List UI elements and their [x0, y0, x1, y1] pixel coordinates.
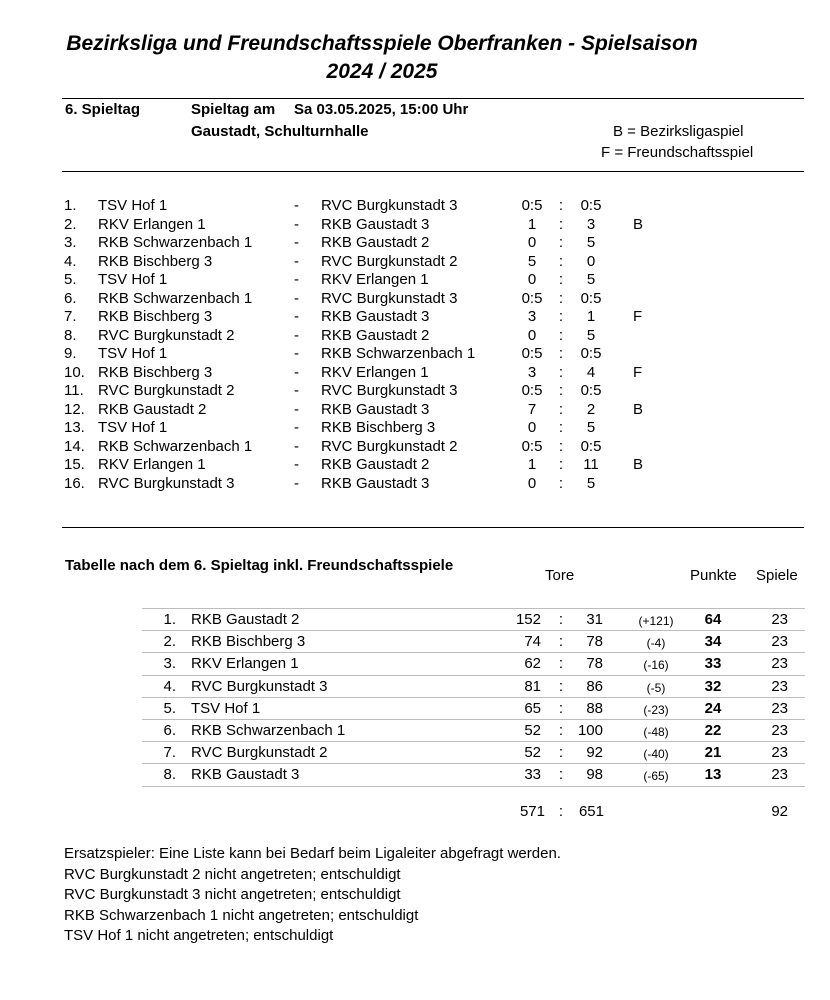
match-away-score: 5 [586, 419, 596, 436]
match-number: 13. [64, 419, 85, 436]
match-away-score: 3 [586, 215, 596, 233]
match-away-score: 1 [586, 308, 596, 325]
match-separator: - [294, 271, 299, 288]
match-score-colon: : [558, 419, 564, 436]
match-home-team: RKV Erlangen 1 [98, 215, 206, 233]
standings-goals-for: 62 [524, 655, 541, 673]
match-home-score: 0 [527, 419, 537, 436]
total-goals-against: 651 [578, 803, 604, 820]
match-away-team: RKB Gaustadt 2 [321, 234, 430, 251]
match-away-team: RKB Gaustadt 3 [321, 308, 430, 325]
standings-goal-diff: (-4) [646, 636, 666, 651]
match-separator: - [294, 215, 299, 233]
match-away-score: 0:5 [580, 289, 602, 307]
match-away-score: 5 [586, 474, 596, 492]
match-away-score: 0:5 [580, 382, 602, 399]
match-away-score: 5 [586, 234, 596, 251]
match-number: 12. [64, 400, 85, 418]
standings-goals-for: 81 [524, 677, 541, 695]
match-home-team: RKV Erlangen 1 [98, 456, 206, 473]
venue: Gaustadt, Schulturnhalle [191, 123, 369, 140]
match-number: 16. [64, 474, 85, 492]
standings-goals-against: 86 [586, 677, 603, 695]
match-number: 8. [64, 326, 77, 344]
match-away-team: RKB Bischberg 3 [321, 419, 436, 436]
matchday-date: Sa 03.05.2025, 15:00 Uhr [294, 101, 469, 118]
match-score-colon: : [558, 437, 564, 455]
standings-goals-for: 74 [524, 633, 541, 651]
match-number: 6. [64, 289, 77, 307]
standings-goal-diff: (-40) [643, 747, 669, 762]
match-home-score: 1 [527, 456, 537, 473]
standings-games: 23 [771, 655, 788, 673]
match-home-team: RKB Schwarzenbach 1 [98, 234, 253, 251]
match-away-team: RKV Erlangen 1 [321, 363, 429, 381]
match-separator: - [294, 363, 299, 381]
standings-goals-colon: : [558, 655, 564, 673]
match-score-colon: : [558, 474, 564, 492]
match-away-team: RKB Schwarzenbach 1 [321, 345, 476, 362]
standings-goals-against: 78 [586, 633, 603, 651]
total-games: 92 [771, 803, 788, 820]
match-home-score: 0:5 [521, 437, 543, 455]
match-home-score: 0:5 [521, 289, 543, 307]
match-score-colon: : [558, 252, 564, 270]
standings-team: RKV Erlangen 1 [191, 655, 299, 673]
standings-points: 34 [704, 633, 722, 651]
match-type: F [633, 308, 643, 325]
table-row-divider [142, 630, 805, 631]
match-separator: - [294, 474, 299, 492]
match-number: 10. [64, 363, 85, 381]
standings-games: 23 [771, 766, 788, 784]
match-away-team: RKB Gaustadt 3 [321, 400, 430, 418]
standings-team: RKB Bischberg 3 [191, 633, 306, 651]
standings-points: 33 [704, 655, 722, 673]
match-separator: - [294, 400, 299, 418]
matchday-label: 6. Spieltag [65, 101, 141, 118]
match-home-team: RVC Burgkunstadt 2 [98, 382, 235, 399]
standings-rank: 8. [163, 766, 176, 784]
table-row-divider [142, 697, 805, 698]
match-home-team: TSV Hof 1 [98, 197, 168, 214]
match-number: 3. [64, 234, 77, 251]
standings-goals-colon: : [558, 722, 564, 739]
match-away-score: 4 [586, 363, 596, 381]
footnote-line: Ersatzspieler: Eine Liste kann bei Bedarf beim Ligaleiter abgefragt werden. [64, 845, 561, 862]
match-score-colon: : [558, 271, 564, 288]
standings-goals-colon: : [558, 766, 564, 784]
match-home-team: TSV Hof 1 [98, 419, 168, 436]
standings-goal-diff: (-23) [643, 702, 669, 717]
standings-rank: 1. [163, 611, 176, 628]
standings-goals-against: 78 [586, 655, 603, 673]
standings-points: 24 [704, 699, 722, 717]
standings-points: 32 [704, 677, 722, 695]
matchday-date-label: Spieltag am [191, 101, 276, 118]
standings-team: RKB Gaustadt 3 [191, 766, 300, 784]
match-number: 7. [64, 308, 77, 325]
match-separator: - [294, 234, 299, 251]
total-goals-for: 571 [519, 803, 545, 820]
standings-goals-for: 52 [524, 722, 541, 739]
match-separator: - [294, 326, 299, 344]
total-colon: : [558, 803, 564, 820]
match-score-colon: : [558, 234, 564, 251]
season-label: 2024 / 2025 [326, 60, 438, 83]
match-score-colon: : [558, 215, 564, 233]
match-home-team: RKB Gaustadt 2 [98, 400, 207, 418]
match-away-team: RKB Gaustadt 3 [321, 474, 430, 492]
standings-goals-colon: : [558, 611, 564, 628]
table-row-divider [142, 763, 805, 764]
match-home-team: TSV Hof 1 [98, 345, 168, 362]
match-away-team: RVC Burgkunstadt 2 [321, 437, 458, 455]
match-home-score: 3 [527, 363, 537, 381]
matches-bottom-rule [62, 527, 804, 528]
standings-goals-colon: : [558, 744, 564, 762]
standings-points: 13 [704, 766, 722, 784]
match-score-colon: : [558, 363, 564, 381]
standings-goals-against: 31 [586, 611, 603, 628]
match-score-colon: : [558, 308, 564, 325]
match-away-team: RVC Burgkunstadt 3 [321, 382, 458, 399]
standings-goals-for: 33 [524, 766, 541, 784]
match-number: 15. [64, 456, 85, 473]
standings-goals-against: 98 [586, 766, 603, 784]
match-home-score: 5 [527, 252, 537, 270]
document-title: Bezirksliga und Freundschaftsspiele Oberfranken - Spielsaison [66, 32, 698, 55]
standings-goal-diff: (-5) [646, 680, 666, 695]
standings-goals-against: 92 [586, 744, 603, 762]
match-home-score: 0 [527, 474, 537, 492]
col-header-games: Spiele [756, 567, 798, 584]
match-score-colon: : [558, 456, 564, 473]
standings-points: 21 [704, 744, 722, 762]
legend-b: B = Bezirksligaspiel [613, 123, 744, 140]
footnote-line: RVC Burgkunstadt 2 nicht angetreten; entschuldigt [64, 865, 401, 883]
match-score-colon: : [558, 400, 564, 418]
match-away-score: 5 [586, 271, 596, 288]
standings-team: RKB Schwarzenbach 1 [191, 722, 346, 739]
match-home-score: 1 [527, 215, 537, 233]
standings-games: 23 [771, 677, 788, 695]
match-home-score: 0 [527, 234, 537, 251]
standings-rank: 5. [163, 699, 176, 717]
match-separator: - [294, 456, 299, 473]
standings-team: RKB Gaustadt 2 [191, 611, 300, 628]
table-row-divider [142, 719, 805, 720]
standings-goals-for: 152 [515, 611, 541, 628]
match-away-team: RKB Gaustadt 3 [321, 215, 430, 233]
standings-goal-diff: (-48) [643, 725, 669, 739]
match-away-team: RVC Burgkunstadt 3 [321, 197, 458, 214]
match-home-score: 0:5 [521, 382, 543, 399]
standings-goals-against: 100 [577, 722, 603, 739]
match-home-score: 0:5 [521, 197, 543, 214]
standings-games: 23 [771, 699, 788, 717]
col-header-goals: Tore [545, 567, 575, 584]
standings-games: 23 [771, 633, 788, 651]
match-type: F [633, 363, 643, 381]
standings-goal-diff: (+121) [638, 614, 674, 628]
standings-goals-colon: : [558, 699, 564, 717]
match-number: 1. [64, 197, 77, 214]
match-home-score: 3 [527, 308, 537, 325]
table-row-divider [142, 608, 805, 609]
match-separator: - [294, 289, 299, 307]
footnote-line: RVC Burgkunstadt 3 nicht angetreten; entschuldigt [64, 886, 401, 903]
match-separator: - [294, 197, 299, 214]
match-separator: - [294, 252, 299, 270]
match-away-score: 11 [583, 456, 599, 473]
table-row-divider [142, 786, 805, 787]
standings-games: 23 [771, 744, 788, 762]
standings-rank: 6. [163, 722, 176, 739]
match-separator: - [294, 308, 299, 325]
match-away-score: 0:5 [580, 197, 602, 214]
footnote-line: RKB Schwarzenbach 1 nicht angetreten; entschuldigt [64, 906, 419, 924]
match-separator: - [294, 345, 299, 362]
footnote-line: TSV Hof 1 nicht angetreten; entschuldigt [64, 927, 334, 944]
match-home-team: TSV Hof 1 [98, 271, 168, 288]
standings-rank: 3. [163, 655, 176, 673]
header-bottom-rule [62, 171, 804, 172]
standings-goals-against: 88 [586, 699, 603, 717]
match-number: 5. [64, 271, 77, 288]
match-number: 2. [64, 215, 77, 233]
header-top-rule [62, 98, 804, 99]
match-away-score: 2 [586, 400, 596, 418]
match-home-team: RKB Schwarzenbach 1 [98, 289, 253, 307]
standings-goals-colon: : [558, 633, 564, 651]
match-separator: - [294, 419, 299, 436]
standings-title: Tabelle nach dem 6. Spieltag inkl. Freundschaftsspiele [65, 557, 454, 574]
match-away-team: RKB Gaustadt 2 [321, 456, 430, 473]
standings-goals-for: 65 [524, 699, 541, 717]
match-score-colon: : [558, 326, 564, 344]
match-score-colon: : [558, 197, 564, 214]
standings-rank: 7. [163, 744, 176, 762]
standings-goals-colon: : [558, 677, 564, 695]
match-home-team: RKB Bischberg 3 [98, 252, 213, 270]
match-home-score: 0 [527, 271, 537, 288]
standings-goals-for: 52 [524, 744, 541, 762]
match-home-team: RKB Bischberg 3 [98, 308, 213, 325]
match-away-score: 5 [586, 326, 596, 344]
match-number: 11. [64, 382, 84, 399]
match-type: B [633, 400, 644, 418]
match-home-team: RKB Bischberg 3 [98, 363, 213, 381]
standings-games: 23 [771, 722, 788, 739]
match-number: 4. [64, 252, 77, 270]
match-type: B [633, 456, 644, 473]
match-away-team: RVC Burgkunstadt 2 [321, 252, 458, 270]
match-home-team: RVC Burgkunstadt 3 [98, 474, 235, 492]
standings-goal-diff: (-65) [643, 769, 669, 784]
match-home-score: 7 [527, 400, 537, 418]
table-row-divider [142, 741, 805, 742]
standings-team: RVC Burgkunstadt 2 [191, 744, 328, 762]
standings-team: TSV Hof 1 [191, 699, 261, 717]
match-home-score: 0:5 [521, 345, 543, 362]
match-away-team: RKV Erlangen 1 [321, 271, 429, 288]
table-row-divider [142, 675, 805, 676]
match-away-team: RVC Burgkunstadt 3 [321, 289, 458, 307]
match-away-score: 0:5 [580, 437, 602, 455]
match-away-score: 0 [586, 252, 596, 270]
match-score-colon: : [558, 382, 564, 399]
match-separator: - [294, 382, 299, 399]
match-separator: - [294, 437, 299, 455]
standings-rank: 2. [163, 633, 176, 651]
match-number: 14. [64, 437, 85, 455]
match-away-score: 0:5 [580, 345, 602, 362]
standings-rank: 4. [163, 677, 176, 695]
match-score-colon: : [558, 289, 564, 307]
match-away-team: RKB Gaustadt 2 [321, 326, 430, 344]
match-score-colon: : [558, 345, 564, 362]
standings-goal-diff: (-16) [643, 658, 669, 673]
standings-games: 23 [771, 611, 788, 628]
standings-team: RVC Burgkunstadt 3 [191, 677, 328, 695]
match-number: 9. [64, 345, 77, 362]
match-home-team: RKB Schwarzenbach 1 [98, 437, 253, 455]
table-row-divider [142, 652, 805, 653]
match-home-score: 0 [527, 326, 537, 344]
col-header-points: Punkte [690, 567, 737, 584]
match-home-team: RVC Burgkunstadt 2 [98, 326, 235, 344]
match-type: B [633, 215, 644, 233]
standings-points: 64 [704, 611, 722, 628]
standings-points: 22 [704, 722, 722, 739]
legend-f: F = Freundschaftsspiel [601, 144, 754, 161]
